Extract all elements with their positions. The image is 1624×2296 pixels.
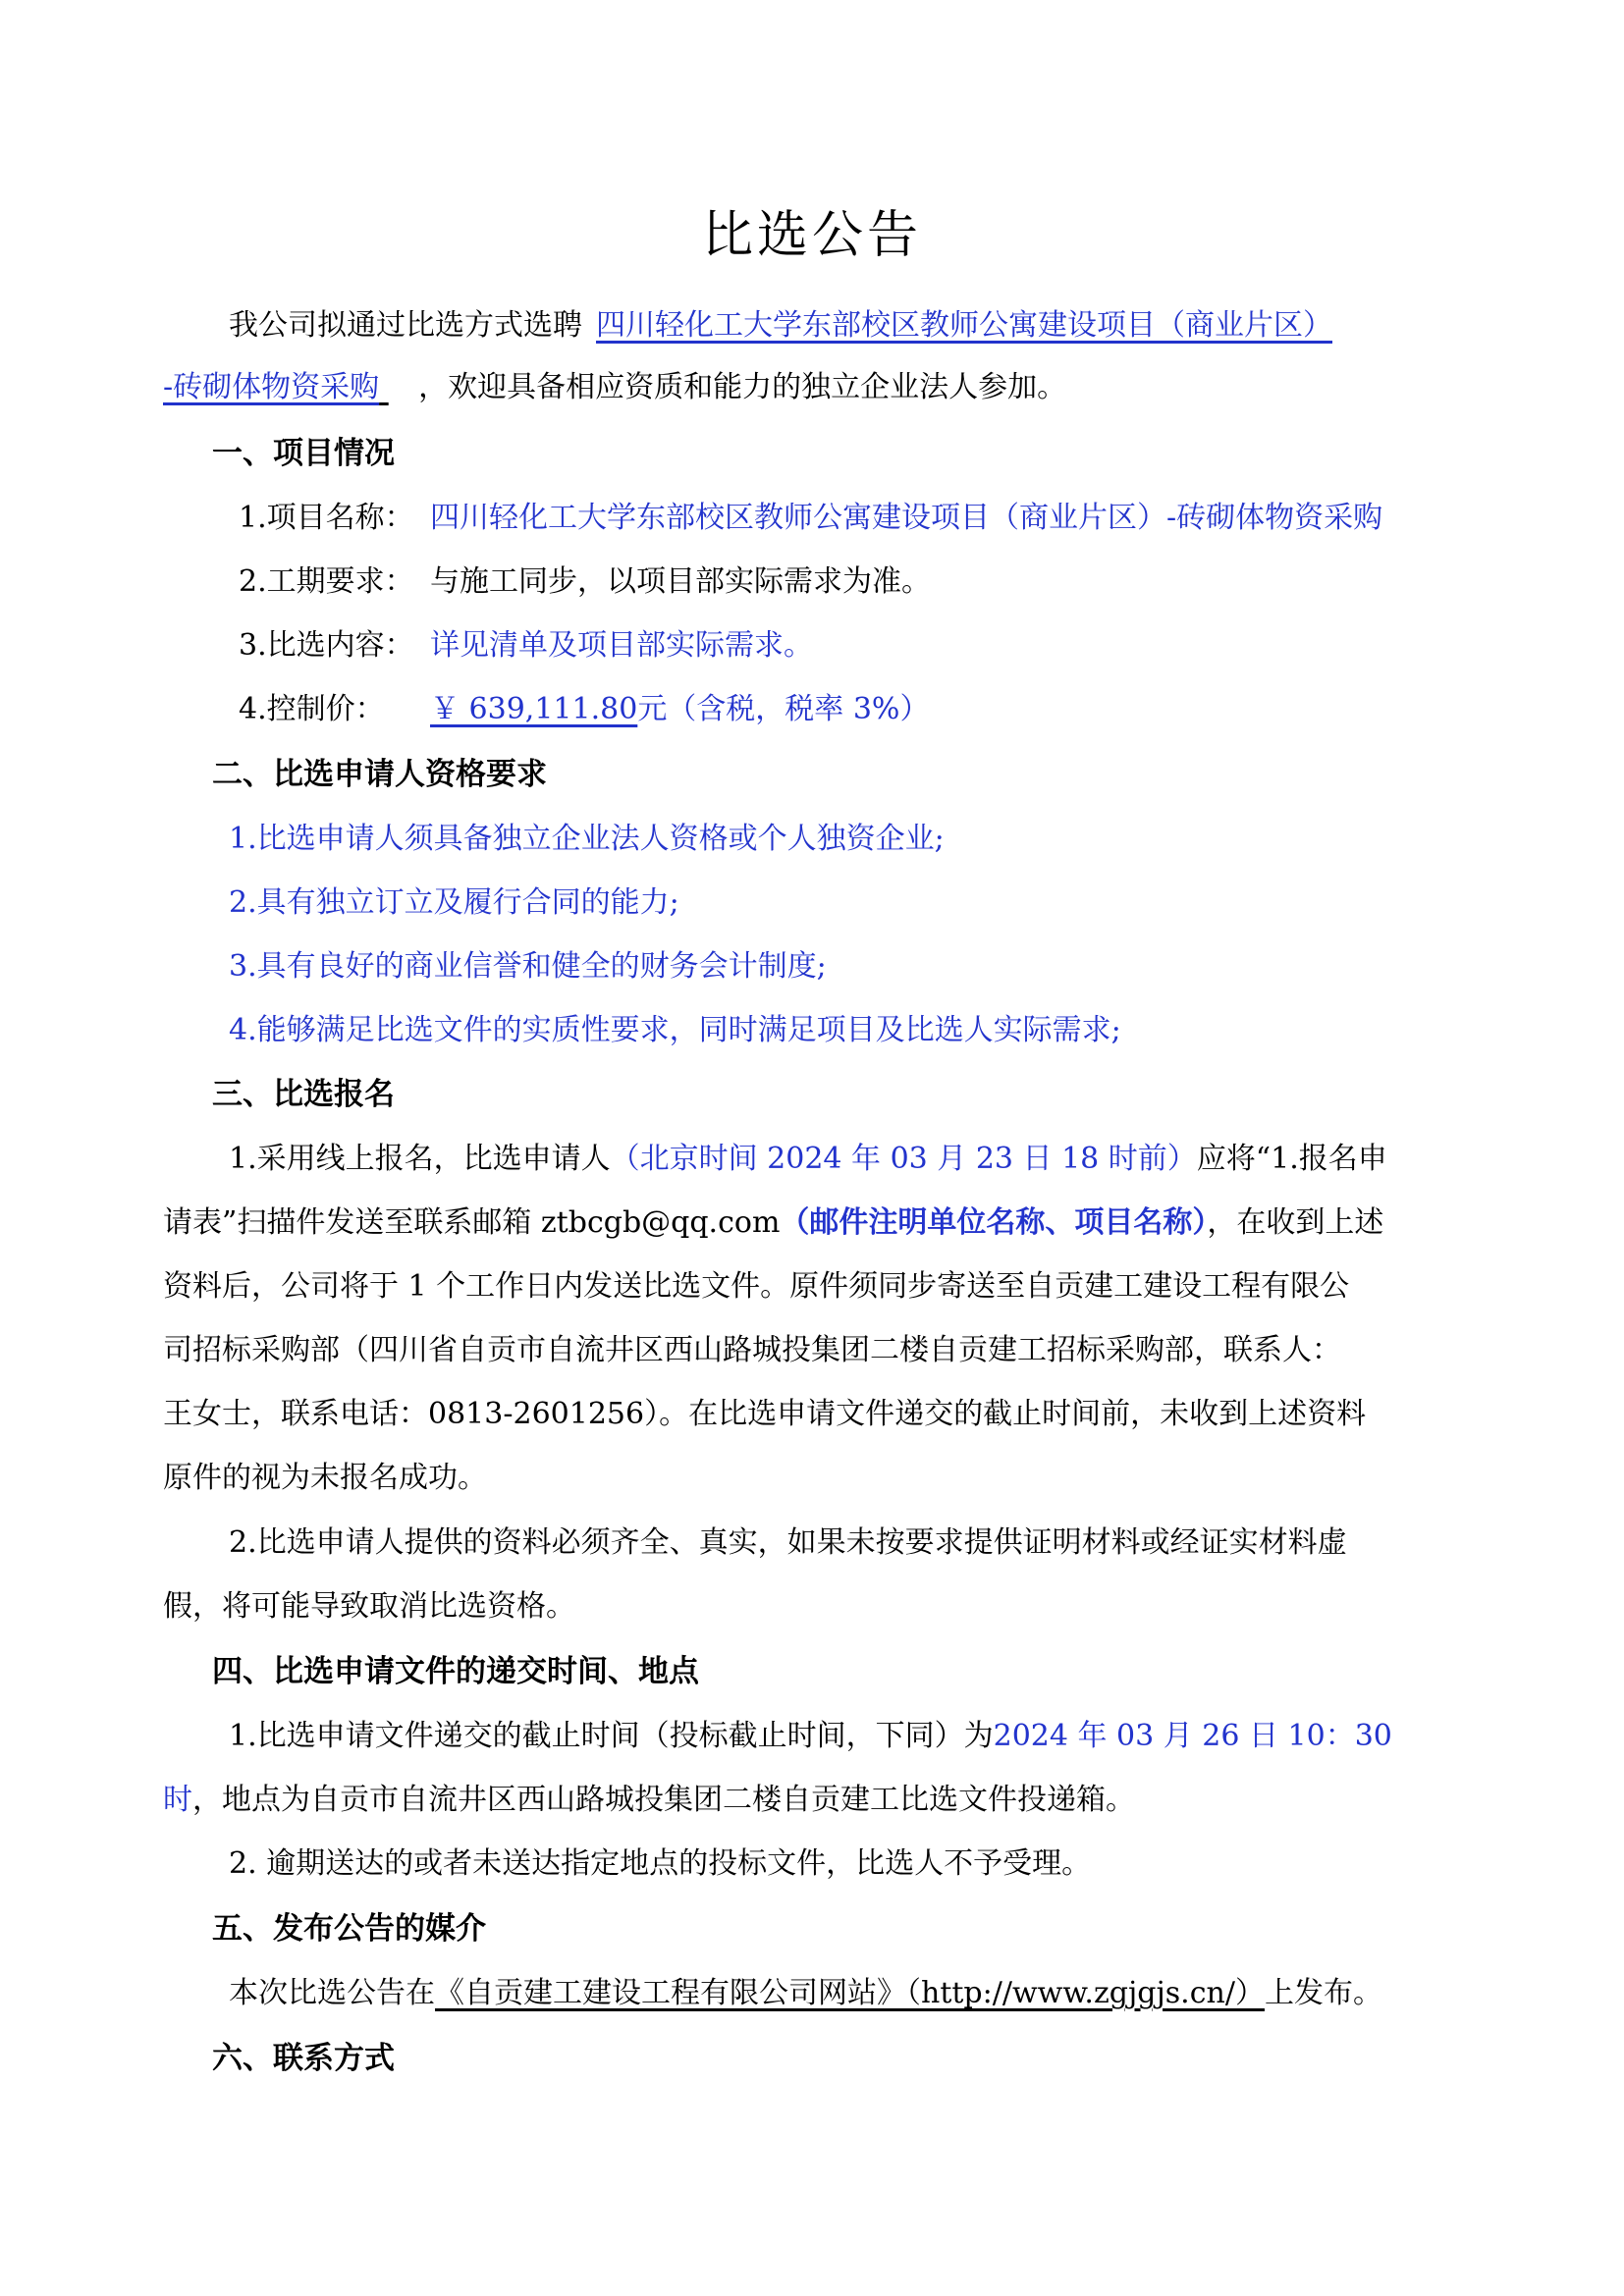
intro-line-2 <box>163 366 1066 409</box>
s3-email-note: （邮件注明单位名称、项目名称） <box>780 1205 1208 1240</box>
s4-deadline: 2024 年 03 月 26 日 10：30 <box>993 1719 1392 1753</box>
section-1-heading: 一、项目情况 <box>212 436 395 471</box>
s1-item-4-label: 4.控制价： <box>239 692 385 726</box>
control-price: ￥ 639,111.80 <box>430 692 638 726</box>
s4-line-2 <box>163 1779 1135 1822</box>
s1-item-3-value: 详见清单及项目部实际需求。 <box>430 628 813 663</box>
s3-line-1 <box>229 1138 1387 1181</box>
section-4-heading: 四、比选申请文件的递交时间、地点 <box>212 1654 699 1689</box>
s3-line-8: 假，将可能导致取消比选资格。 <box>163 1589 575 1624</box>
s2-item-4: 4.能够满足比选文件的实质性要求，同时满足项目及比选人实际需求; <box>229 1013 1121 1047</box>
s3-line-7: 2.比选申请人提供的资料必须齐全、真实，如果未按要求提供证明材料或经证实材料虚 <box>229 1525 1347 1560</box>
website-link[interactable]: 《自贡建工建设工程有限公司网站》（http://www.zgjgjs.cn/） <box>435 1976 1265 2010</box>
s3-text: 1.采用线上报名，比选申请人 <box>229 1142 611 1176</box>
s2-item-3: 3.具有良好的商业信誉和健全的财务会计制度; <box>229 949 827 984</box>
s3-deadline: （北京时间 2024 年 03 月 23 日 18 时前） <box>610 1142 1197 1176</box>
s1-item-4-value: 元（含税，税率 3%） <box>637 692 930 726</box>
intro-tail: ，欢迎具备相应资质和能力的独立企业法人参加。 <box>418 370 1067 404</box>
s1-item-2 <box>239 561 931 604</box>
s1-item-4 <box>239 688 929 731</box>
section-5-heading: 五、发布公告的媒介 <box>212 1911 486 1947</box>
s3-text: 应将“1.报名申 <box>1196 1142 1387 1176</box>
s1-item-2-label: 2.工期要求： <box>239 564 414 599</box>
s5-text: 本次比选公告在 <box>229 1976 435 2010</box>
s3-text: ，在收到上述 <box>1207 1205 1384 1240</box>
project-name-part-1: 四川轻化工大学东部校区教师公寓建设项目（商业片区） <box>596 308 1332 343</box>
s1-item-3-label: 3.比选内容： <box>239 628 414 663</box>
s2-item-2: 2.具有独立订立及履行合同的能力; <box>229 885 679 920</box>
s1-item-1-label: 1.项目名称： <box>239 501 414 535</box>
s1-item-1 <box>239 497 1382 540</box>
s4-location: ，地点为自贡市自流井区西山路城投集团二楼自贡建工比选文件投递箱。 <box>192 1783 1135 1817</box>
s1-item-3 <box>239 624 813 667</box>
s1-item-1-value: 四川轻化工大学东部校区教师公寓建设项目（商业片区）-砖砌体物资采购 <box>430 501 1383 535</box>
section-3-heading: 三、比选报名 <box>212 1077 395 1112</box>
intro-line-1 <box>229 304 1332 347</box>
s3-line-6: 原件的视为未报名成功。 <box>163 1461 487 1495</box>
page-title: 比选公告 <box>701 206 922 265</box>
s1-item-2-value: 与施工同步，以项目部实际需求为准。 <box>430 564 931 599</box>
s3-line-3: 资料后，公司将于 1 个工作日内发送比选文件。原件须同步寄送至自贡建工建设工程有限公 <box>163 1269 1350 1304</box>
s4-line-1 <box>229 1715 1392 1758</box>
s5-text: 上发布。 <box>1264 1976 1382 2010</box>
s4-line-3: 2. 逾期送达的或者未送达指定地点的投标文件，比选人不予受理。 <box>229 1846 1092 1881</box>
underline-blank <box>379 366 418 409</box>
s5-line-1 <box>229 1972 1382 2015</box>
s4-text: 1.比选申请文件递交的截止时间（投标截止时间，下同）为 <box>229 1719 994 1753</box>
s3-line-5: 王女士，联系电话：0813-2601256）。在比选申请文件递交的截止时间前，未收到上述资料 <box>163 1397 1367 1431</box>
intro-text: 我公司拟通过比选方式选聘 <box>229 308 582 343</box>
s2-item-1: 1.比选申请人须具备独立企业法人资格或个人独资企业; <box>229 822 945 856</box>
section-2-heading: 二、比选申请人资格要求 <box>212 757 547 792</box>
s3-email-text: 请表”扫描件发送至联系邮箱 ztbcgb@qq.com <box>163 1205 781 1240</box>
project-name-part-2: -砖砌体物资采购 <box>163 370 380 404</box>
s4-deadline-end: 时 <box>163 1783 192 1817</box>
s3-line-2 <box>163 1201 1383 1245</box>
section-6-heading: 六、联系方式 <box>212 2041 395 2076</box>
s3-line-4: 司招标采购部（四川省自贡市自流井区西山路城投集团二楼自贡建工招标采购部，联系人： <box>163 1333 1341 1367</box>
